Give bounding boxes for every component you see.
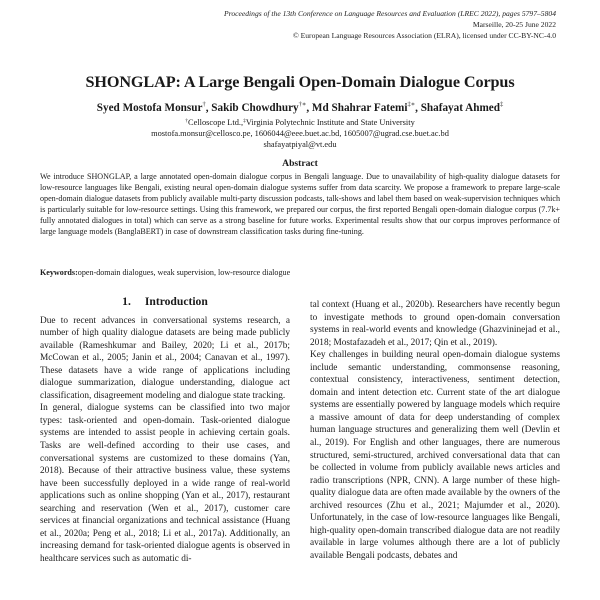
abstract-heading: Abstract bbox=[282, 158, 318, 169]
paragraph: Due to recent advances in conversational systems research, a number of high quality dialogue datasets are being made publicly available (Rameshkumar and Bailey, 2020; Li et al., 2017b; McCowan et al., 2005; Janin et al., 2004; Canavan et al., 1997). These datasets have a wide range of applications including dialogue summarization, dialogue understanding, dialogue act classification, disagreement modeling and dialogue state tracking. bbox=[40, 315, 290, 401]
author-list: Syed Mostofa Monsur†, Sakib Chowdhury†∗, Md Shahrar Fatemi‡∗, Shafayat Ahmed‡ bbox=[96, 101, 504, 114]
affiliation-org: Celloscope Ltd., bbox=[187, 118, 244, 127]
author-mark: ‡ bbox=[499, 101, 504, 108]
keywords-label: Keywords: bbox=[40, 268, 78, 277]
author-name: Syed Mostofa Monsur bbox=[96, 102, 203, 114]
author-email[interactable]: shafayatpiyal@vt.edu bbox=[263, 140, 337, 150]
paragraph: tal context (Huang et al., 2020b). Researchers have recently begun to investigate methods to ground open-domain conversation systems in real-world events and knowledge (Ghazvininejad et al., 2018; Mostafazadeh et al., 2017; Qin et al., 2019). bbox=[310, 300, 560, 348]
abstract-text: We introduce SHONGLAP, a large annotated open-domain dialogue corpus in Bengali language. Due to unavailability of high-quality dialogue datasets for low-resource languages like Bengali, existing neural open-domain dialogue systems suffer from data scarcity. We propose a framework to prepare large-scale open-domain dialogue datasets from publicly available multi-party discussion podcasts, talk-shows and label them based on weak-supervision techniques which is particularly suitable for low-resource settings. Using this framework, we prepared our corpus, the first reported Bengali open-domain dialogue corpus (7.7k+ fully annotated dialogues in total) which can serve as a strong baseline for future works. Experimental results show that our corpus improves performance of large language models (BanglaBERT) in case of downstream classification tasks during fine-tuning. bbox=[40, 172, 560, 237]
author-mark: †∗ bbox=[298, 101, 307, 108]
author-mark: † bbox=[202, 101, 206, 108]
paragraph: In general, dialogue systems can be classified into two major types: task-oriented and open-domain. Task-oriented dialogue systems are intended to assist people in achieving certain goals. Tasks are well-defined according to their use cases, and conversational systems are customized to these domains (Yan, 2018). Because of their attractive business value, these systems have been successfully deployed in a wide range of real-world applications such as online shopping (Yan et al., 2017), restaurant searching and reservation (Wen et al., 2017), customer care services at financial organizations and technical assistance (Huang et al., 2020a; Peng et al., 2018; Li et al., 2017a). Additionally, an increasing demand for task-oriented dialogue agents is observed in healthcare services such as automatic di- bbox=[40, 403, 290, 564]
license-line: © European Language Resources Association (ELRA), licensed under CC-BY-NC-4.0 bbox=[292, 31, 556, 41]
right-column bbox=[310, 299, 560, 562]
keywords-line bbox=[40, 268, 290, 277]
paragraph: Key challenges in building neural open-domain dialogue systems include semantic understanding, commonsense reasoning, contextual consistency, interactiveness, sentiment detection, domain and intent detection etc. Current state of the art dialogue systems are essentially powered by language models which require a massive amount of data for deep understanding of complex human language structures and generalizing them well (Devlin et al., 2019). For English and other languages, there are numerous structured, semi-structured, archived conversational data that can be collected in volume from publicly available news articles and radio transcriptions (NPR, CNN). A large number of these high-quality dialogue data are often made available by the owners of the archived resources (Zhu et al., 2021; Majumder et al., 2020). Unfortunately, in the case of low-resource languages like Bengali, high-quality open-domain transcribed dialogue data are not readily available in large volumes although there are a lot of publicly available Bengali podcasts, debates and bbox=[310, 350, 560, 561]
keywords-text: open-domain dialogues, weak supervision, low-resource dialogue bbox=[77, 268, 291, 277]
venue-line: Marseille, 20-25 June 2022 bbox=[472, 20, 556, 30]
affiliation-mark: † bbox=[185, 118, 188, 124]
section-number: 1. bbox=[122, 295, 131, 308]
author-name: Sakib Chowdhury bbox=[211, 102, 299, 114]
paper-title: SHONGLAP: A Large Bengali Open-Domain Dialogue Corpus bbox=[85, 73, 515, 91]
section-heading bbox=[40, 296, 290, 309]
author-name: Md Shahrar Fatemi bbox=[311, 102, 408, 114]
affiliation-mark: ‡ bbox=[243, 118, 246, 124]
section-title: Introduction bbox=[144, 295, 208, 308]
author-mark: ‡∗ bbox=[407, 101, 416, 108]
proceedings-header bbox=[224, 8, 556, 42]
left-column bbox=[40, 296, 290, 565]
author-emails[interactable]: mostofa.monsur@cellosco.pe, 1606044@eee.buet.ac.bd, 1605007@ugrad.cse.buet.ac.bd bbox=[151, 129, 449, 139]
proceedings-line: Proceedings of the 13th Conference on Language Resources and Evaluation (LREC 2022), pages 5797–5804 bbox=[224, 9, 556, 18]
affiliations-block bbox=[0, 116, 600, 151]
author-name: Shafayat Ahmed bbox=[420, 102, 500, 114]
affiliation-org: Virginia Polytechnic Institute and State University bbox=[245, 118, 415, 127]
affiliations bbox=[0, 116, 600, 128]
